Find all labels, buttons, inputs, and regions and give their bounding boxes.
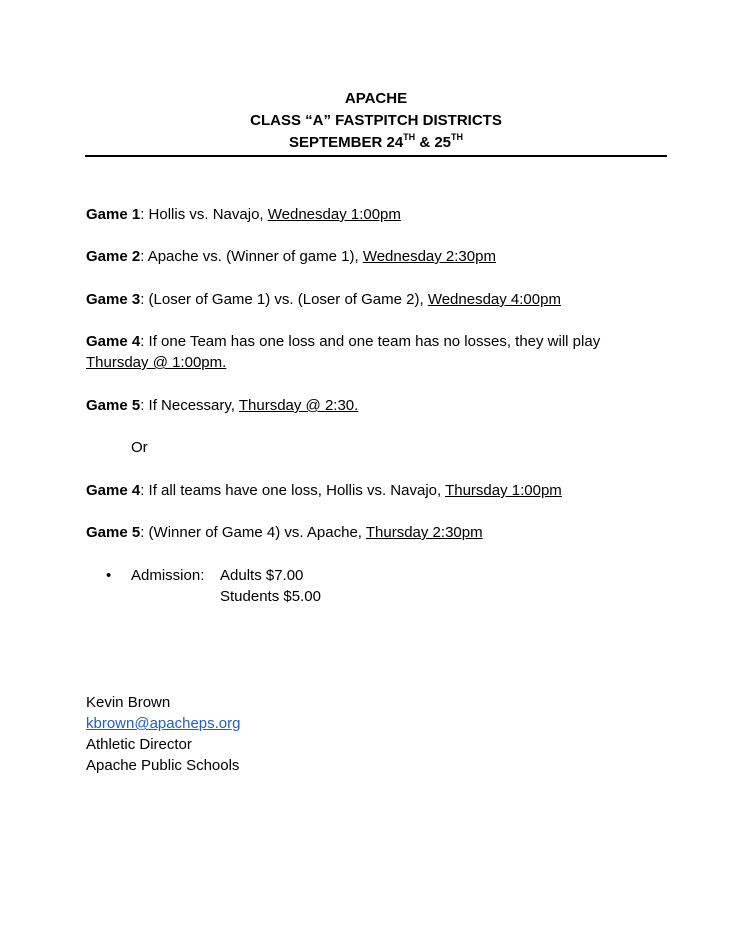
bullet-icon: • [106,567,112,584]
game-5-option-a-line: Game 5: If Necessary, Thursday @ 2:30. [86,397,359,414]
contact-name: Kevin Brown [86,694,171,711]
game-2-line: Game 2: Apache vs. (Winner of game 1), Wednesday 2:30pm [86,248,496,265]
header-divider [85,155,667,157]
admission-label: Admission: [131,567,205,584]
admission-adults: Adults $7.00 [220,567,304,584]
game-4-option-a-line: Game 4: If one Team has one loss and one team has no losses, they will play [86,333,601,350]
contact-email-link[interactable]: kbrown@apacheps.org [86,715,241,732]
game-5-option-b-line: Game 5: (Winner of Game 4) vs. Apache, Thursday 2:30pm [86,524,483,541]
or-separator: Or [131,439,148,456]
game-4-option-a-time: Thursday @ 1:00pm. [86,354,227,371]
header-date: SEPTEMBER 24TH & 25TH [288,132,464,151]
contact-title: Athletic Director [86,736,192,753]
header-title: APACHE [344,90,408,107]
header-subtitle: CLASS “A” FASTPITCH DISTRICTS [250,112,502,129]
admission-students: Students $5.00 [220,588,321,605]
document-header [85,88,667,154]
game-3-line: Game 3: (Loser of Game 1) vs. (Loser of Game 2), Wednesday 4:00pm [86,291,561,308]
contact-org: Apache Public Schools [86,757,240,774]
game-1-line: Game 1: Hollis vs. Navajo, Wednesday 1:00pm [86,206,401,223]
game-4-option-b-line: Game 4: If all teams have one loss, Hollis vs. Navajo, Thursday 1:00pm [86,482,562,499]
